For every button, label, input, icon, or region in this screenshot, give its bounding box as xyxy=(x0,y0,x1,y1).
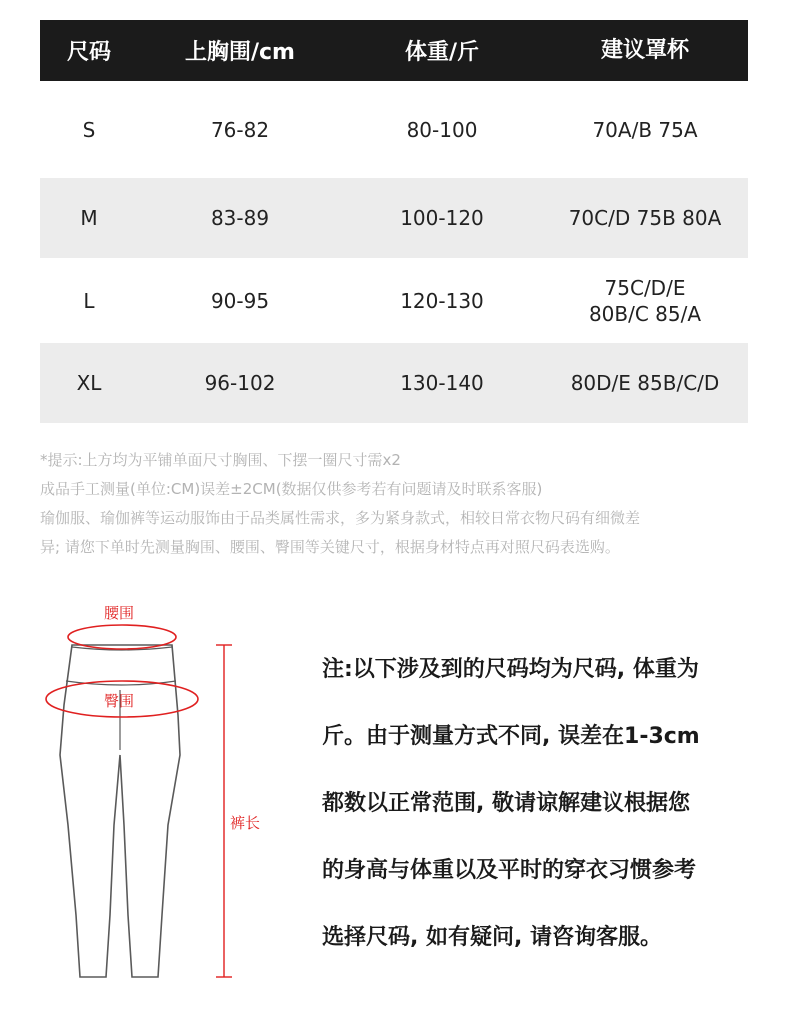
chest-cell: 96-102 xyxy=(204,371,276,395)
weight-cell: 100-120 xyxy=(400,206,484,230)
size-table xyxy=(40,20,748,423)
cup-cell xyxy=(522,205,748,231)
weight-cell: 80-100 xyxy=(406,117,478,142)
table-row xyxy=(40,258,748,343)
header-cup: 建议罩杯 xyxy=(600,37,689,63)
table-row xyxy=(40,343,748,423)
length-label: 裤长 xyxy=(230,814,261,832)
cup-line: 70A/B 75A xyxy=(592,117,698,142)
waist-label: 腰围 xyxy=(104,604,135,622)
cup-line: 80B/C 85/A xyxy=(588,301,702,326)
weight-cell: 120-130 xyxy=(400,288,484,313)
leggings-illustration xyxy=(40,595,280,995)
table-row xyxy=(40,81,748,178)
note-line: *提示:上方均为平铺单面尺寸胸围、下摆一圈尺寸需x2 xyxy=(40,451,401,469)
size-cell: S xyxy=(82,117,96,142)
chest-cell: 76-82 xyxy=(210,117,270,142)
size-cell: M xyxy=(80,206,98,230)
note-line: 异; 请您下单时先测量胸围、腰围、臀围等关键尺寸，根据身材特点再对照尺码表选购。 xyxy=(40,538,620,556)
cup-cell xyxy=(522,117,748,143)
size-notes xyxy=(40,446,752,562)
size-remark xyxy=(322,636,762,971)
remark-line: 斤。由于测量方式不同, 误差在1-3cm xyxy=(322,724,700,749)
cup-line: 70C/D 75B 80A xyxy=(568,206,722,230)
header-chest: 上胸围/cm xyxy=(184,40,295,65)
cup-cell xyxy=(522,275,748,327)
leggings-measure-diagram xyxy=(40,595,280,995)
table-header xyxy=(40,20,748,81)
remark-line: 选择尺码, 如有疑问, 请咨询客服。 xyxy=(322,925,663,950)
hip-label: 臀围 xyxy=(104,692,135,710)
header-size: 尺码 xyxy=(66,40,111,65)
cup-cell xyxy=(522,370,748,396)
cup-line: 80D/E 85B/C/D xyxy=(570,371,720,395)
size-cell: XL xyxy=(76,371,102,395)
size-cell: L xyxy=(83,288,95,313)
remark-line: 的身高与体重以及平时的穿衣习惯参考 xyxy=(322,858,697,883)
note-line: 瑜伽服、瑜伽裤等运动服饰由于品类属性需求，多为紧身款式，相较日常衣物尺码有细微差 xyxy=(40,509,641,527)
remark-line: 注:以下涉及到的尺码均为尺码, 体重为 xyxy=(322,657,699,682)
chest-cell: 83-89 xyxy=(210,206,270,230)
table-row xyxy=(40,178,748,258)
remark-line: 都数以正常范围, 敬请谅解建议根据您 xyxy=(322,791,691,816)
weight-cell: 130-140 xyxy=(400,371,484,395)
chest-cell: 90-95 xyxy=(210,288,270,313)
header-weight: 体重/斤 xyxy=(404,40,480,65)
note-line: 成品手工测量(单位:CM)误差±2CM(数据仅供参考若有问题请及时联系客服) xyxy=(40,480,543,498)
cup-line: 75C/D/E xyxy=(604,275,686,300)
